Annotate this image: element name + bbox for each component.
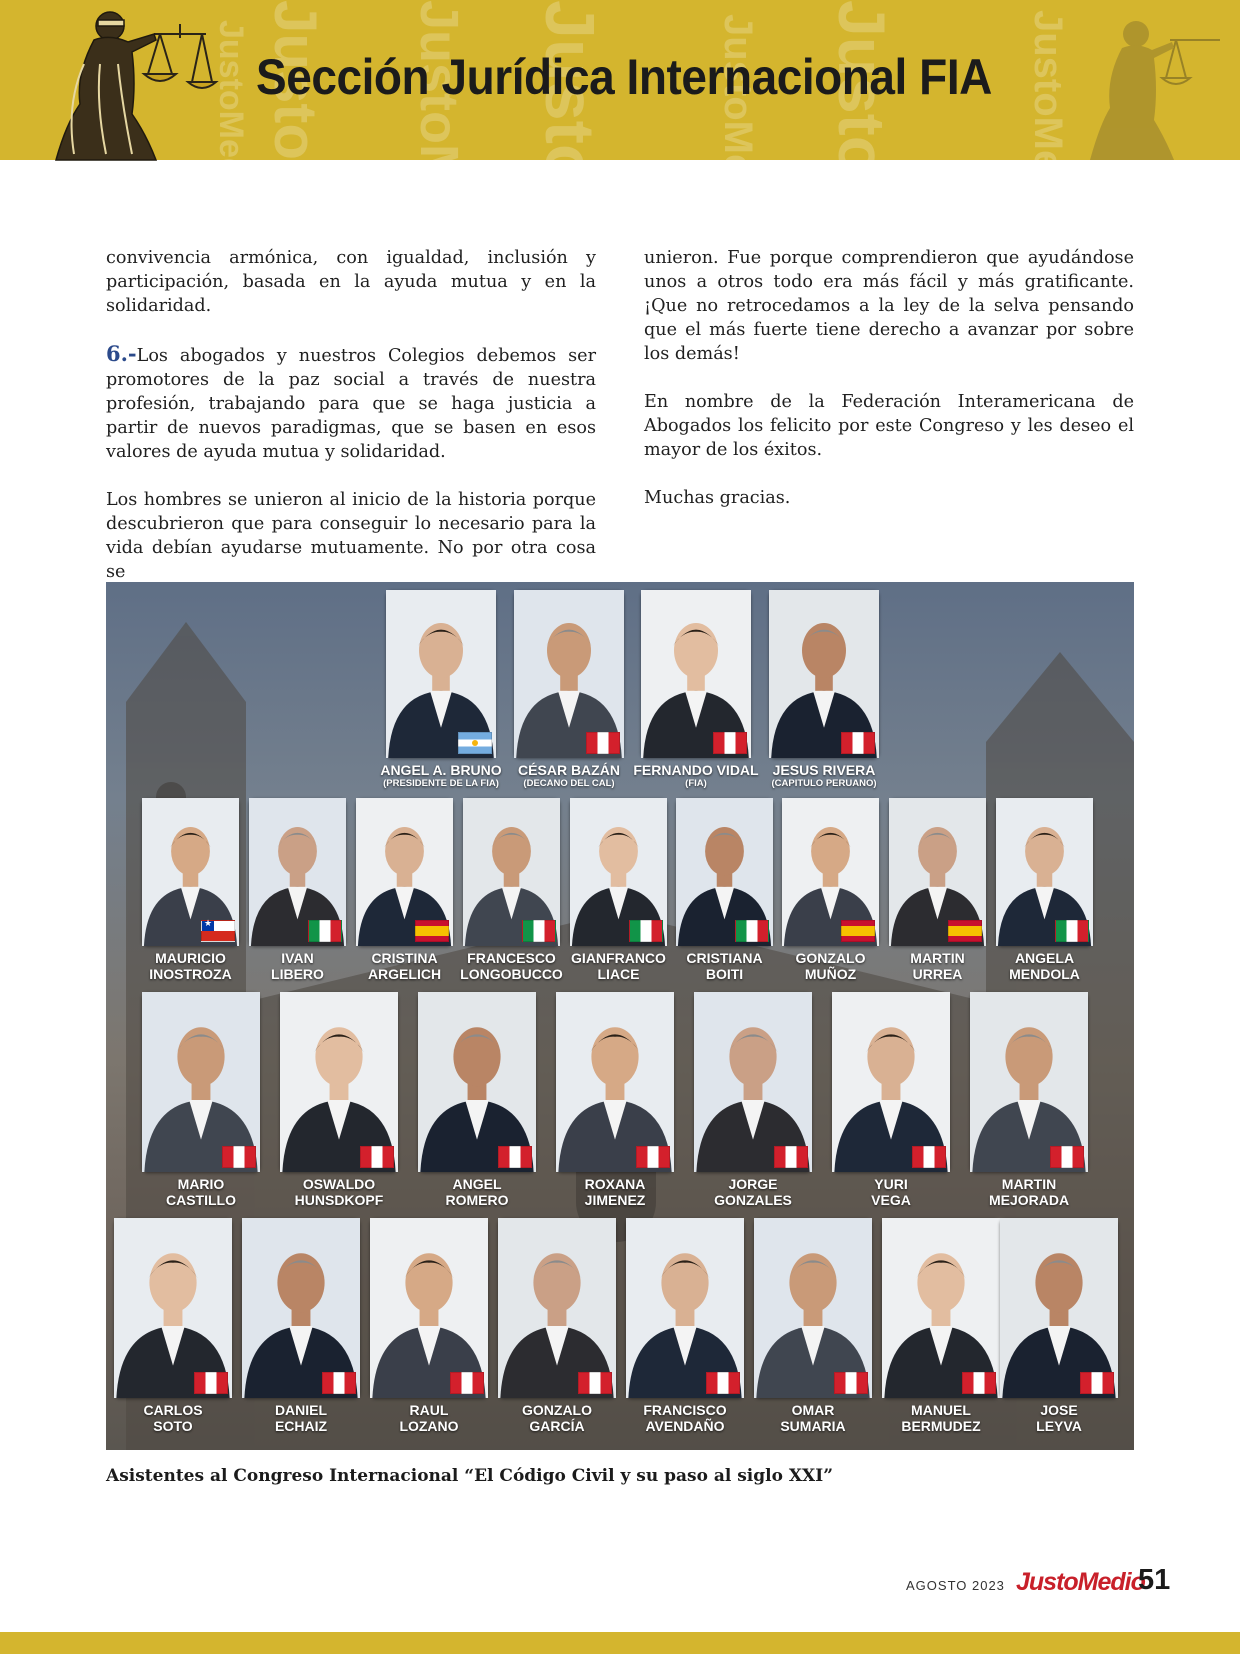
watermark-text: JustoMedio: [825, 0, 899, 367]
paragraph: Muchas gracias.: [644, 488, 791, 508]
attendee-name-text: GONZALO MUÑOZ: [795, 950, 866, 982]
attendee-photo-card: [114, 1218, 232, 1398]
attendee-role: (PRESIDENTE DE LA FIA): [383, 778, 499, 789]
attendee-name: [959, 1176, 1099, 1208]
attendee-photo-card: [242, 1218, 360, 1398]
country-flag-icon: [774, 1146, 808, 1168]
country-flag-icon: [912, 1146, 946, 1168]
attendee-name-text: MAURICIO INOSTROZA: [149, 950, 232, 982]
portrait-photo: [832, 992, 950, 1172]
attendee-name: [975, 950, 1115, 982]
attendee-name: [103, 1402, 243, 1434]
attendee-name-text: DANIEL ECHAIZ: [274, 1402, 328, 1434]
attendee-name-text: CRISTINA ARGELICH: [367, 950, 442, 982]
attendee-photo-card: [769, 590, 879, 758]
watermark-text: JustoMedio: [1026, 10, 1070, 233]
attendee-photo-card: [676, 798, 773, 946]
attendee-name: [269, 1176, 409, 1208]
attendee-name-text: MARTIN URREA: [910, 950, 965, 982]
attendee-photo-card: [498, 1218, 616, 1398]
country-flag-icon: [841, 920, 875, 942]
attendee-photo-card: [249, 798, 346, 946]
attendee-name-text: ROXANA JIMENEZ: [584, 1176, 646, 1208]
attendee-photo-card: [370, 1218, 488, 1398]
watermark-text: JustoMedio: [262, 0, 329, 334]
country-flag-icon: [962, 1372, 996, 1394]
attendee-name-text: ANGELA MENDOLA: [1009, 950, 1080, 982]
attendee-name-text: JORGE GONZALES: [714, 1176, 792, 1208]
attendee-name-text: JOSE LEYVA: [1036, 1402, 1082, 1434]
portrait-photo: [142, 992, 260, 1172]
watermark-text: JustoMedio: [409, 0, 469, 301]
watermark-text: JustoMedio: [716, 14, 760, 237]
item-number: 6.-: [106, 341, 137, 366]
attendee-name: [754, 762, 894, 789]
country-flag-icon: [1080, 1372, 1114, 1394]
country-flag-icon: [586, 732, 620, 754]
paragraph: unieron. Fue porque comprendieron que ayudándose unos a otros todo era más fácil y más gratificante. ¡Que no retrocedamos a la ley de la selva pensando que el más fuerte tiene derecho a avanzar por sobre los demás!: [644, 248, 1134, 364]
paragraph: Los hombres se unieron al inicio de la historia porque descubrieron que para conseguir lo necesario para la vida debían ayudarse mutuamente. No por otra cosa se: [106, 490, 596, 582]
country-flag-icon: [578, 1372, 612, 1394]
country-flag-icon: [713, 732, 747, 754]
attendee-name: [989, 1402, 1129, 1434]
attendee-photo-card: [142, 992, 260, 1172]
attendee-name-text: IVAN LIBERO: [271, 950, 324, 982]
country-flag-icon: [458, 732, 492, 754]
attendee-name-text: GONZALO GARCÍA: [522, 1402, 592, 1434]
attendee-name-text: GIANFRANCO LIACE: [571, 950, 666, 982]
attendee-photo-card: [996, 798, 1093, 946]
country-flag-icon: [194, 1372, 228, 1394]
photo-caption: Asistentes al Congreso Internacional “El Código Civil y su paso al siglo XXI”: [106, 1466, 833, 1486]
attendee-name: [545, 1176, 685, 1208]
attendee-photo-card: [754, 1218, 872, 1398]
attendee-photo-card: [626, 1218, 744, 1398]
watermark-text: JustoMedio: [212, 20, 250, 209]
country-flag-icon: [415, 920, 449, 942]
attendee-role: (CAPITULO PERUANO): [771, 778, 877, 789]
attendee-photo-card: [142, 798, 239, 946]
attendee-photo-card: [889, 798, 986, 946]
attendee-name: [626, 762, 766, 789]
magazine-logo: JustoMedio: [1016, 1568, 1145, 1596]
attendee-photo-card: [418, 992, 536, 1172]
attendee-photo-card: [570, 798, 667, 946]
country-flag-icon: [948, 920, 982, 942]
attendee-name-text: RAUL LOZANO: [399, 1402, 459, 1434]
attendee-photo-card: [280, 992, 398, 1172]
country-flag-icon: [322, 1372, 356, 1394]
country-flag-icon: [522, 920, 556, 942]
attendee-name-text: CARLOS SOTO: [143, 1402, 203, 1434]
lady-justice-icon: [1090, 4, 1240, 160]
article-column-right: [644, 246, 1134, 534]
attendee-photo-card: [556, 992, 674, 1172]
paragraph-item-6: [106, 342, 596, 464]
country-flag-icon: [201, 920, 235, 942]
attendee-name-text: MARTIN MEJORADA: [988, 1176, 1070, 1208]
attendee-name-text: MARIO CASTILLO: [166, 1176, 236, 1208]
country-flag-icon: [1055, 920, 1089, 942]
country-flag-icon: [222, 1146, 256, 1168]
attendee-photo-card: [356, 798, 453, 946]
attendee-name-text: CÉSAR BAZÁN: [518, 762, 620, 778]
country-flag-icon: [498, 1146, 532, 1168]
attendee-name: [359, 1402, 499, 1434]
portrait-photo: [626, 1218, 744, 1398]
attendee-photo-card: [694, 992, 812, 1172]
portrait-photo: [280, 992, 398, 1172]
attendee-name: [499, 762, 639, 789]
attendee-name: [371, 762, 511, 789]
attendee-name: [821, 1176, 961, 1208]
attendee-name: [743, 1402, 883, 1434]
attendee-name: [407, 1176, 547, 1208]
attendee-name: [615, 1402, 755, 1434]
article-column-left: [106, 246, 596, 608]
attendee-photo-card: [386, 590, 496, 758]
attendee-role: (FIA): [685, 778, 707, 789]
portrait-photo: [114, 1218, 232, 1398]
portrait-photo: [418, 992, 536, 1172]
page-number: 51: [1138, 1564, 1171, 1596]
country-flag-icon: [308, 920, 342, 942]
attendees-photo-collage: [106, 582, 1134, 1450]
attendee-name-text: CRISTIANA BOITI: [686, 950, 763, 982]
attendee-photo-card: [641, 590, 751, 758]
attendee-name: [487, 1402, 627, 1434]
attendee-name: [683, 1176, 823, 1208]
country-flag-icon: [1050, 1146, 1084, 1168]
attendee-photo-card: [514, 590, 624, 758]
attendee-name: [131, 1176, 271, 1208]
attendee-name-text: YURI VEGA: [871, 1176, 911, 1208]
portrait-photo: [970, 992, 1088, 1172]
portrait-photo: [882, 1218, 1000, 1398]
attendee-photo-card: [463, 798, 560, 946]
attendee-name-text: FERNANDO VIDAL: [633, 762, 759, 778]
attendee-name-text: FRANCISCO AVENDAÑO: [643, 1402, 727, 1434]
paragraph: En nombre de la Federación Interamericana de Abogados los felicito por este Congreso y les deseo el mayor de los éxitos.: [644, 392, 1134, 460]
country-flag-icon: [629, 920, 663, 942]
bottom-band: [0, 1632, 1240, 1654]
attendee-photo-card: [1000, 1218, 1118, 1398]
country-flag-icon: [834, 1372, 868, 1394]
attendee-name-text: FRANCESCO LONGOBUCCO: [460, 950, 563, 982]
attendee-photo-card: [970, 992, 1088, 1172]
portrait-photo: [754, 1218, 872, 1398]
attendee-photo-card: [832, 992, 950, 1172]
country-flag-icon: [706, 1372, 740, 1394]
country-flag-icon: [450, 1372, 484, 1394]
portrait-photo: [1000, 1218, 1118, 1398]
portrait-photo: [498, 1218, 616, 1398]
portrait-photo: [694, 992, 812, 1172]
paragraph: Los abogados y nuestros Colegios debemos ser promotores de la paz social a través de nuestra profesión, trabajando para que se haga justicia a partir de nuevos paradigmas, que se basen en esos valores de ayuda mutua y solidaridad.: [106, 346, 596, 462]
country-flag-icon: [360, 1146, 394, 1168]
country-flag-icon: [841, 732, 875, 754]
portrait-photo: [556, 992, 674, 1172]
attendee-name-text: OMAR SUMARIA: [780, 1402, 846, 1434]
attendee-name: [231, 1402, 371, 1434]
attendee-name-text: JESUS RIVERA: [772, 762, 876, 778]
country-flag-icon: [636, 1146, 670, 1168]
portrait-photo: [242, 1218, 360, 1398]
paragraph: convivencia armónica, con igualdad, inclusión y participación, basada en la ayuda mutua y en la solidaridad.: [106, 248, 596, 316]
attendee-name-text: ANGEL ROMERO: [445, 1176, 509, 1208]
lady-justice-icon: [36, 4, 206, 160]
attendee-photo-card: [782, 798, 879, 946]
watermark-text: JustoMedio: [531, 0, 609, 389]
attendee-name-text: ANGEL A. BRUNO: [380, 762, 502, 778]
attendee-role: (DECANO DEL CAL): [523, 778, 615, 789]
issue-date: AGOSTO 2023: [906, 1578, 1005, 1593]
section-title: Sección Jurídica Internacional FIA: [256, 49, 992, 105]
attendee-name-text: MANUEL BERMUDEZ: [901, 1402, 981, 1434]
country-flag-icon: [735, 920, 769, 942]
attendee-name-text: OSWALDO HUNSDKOPF: [294, 1176, 384, 1208]
portrait-photo: [370, 1218, 488, 1398]
attendee-photo-card: [882, 1218, 1000, 1398]
